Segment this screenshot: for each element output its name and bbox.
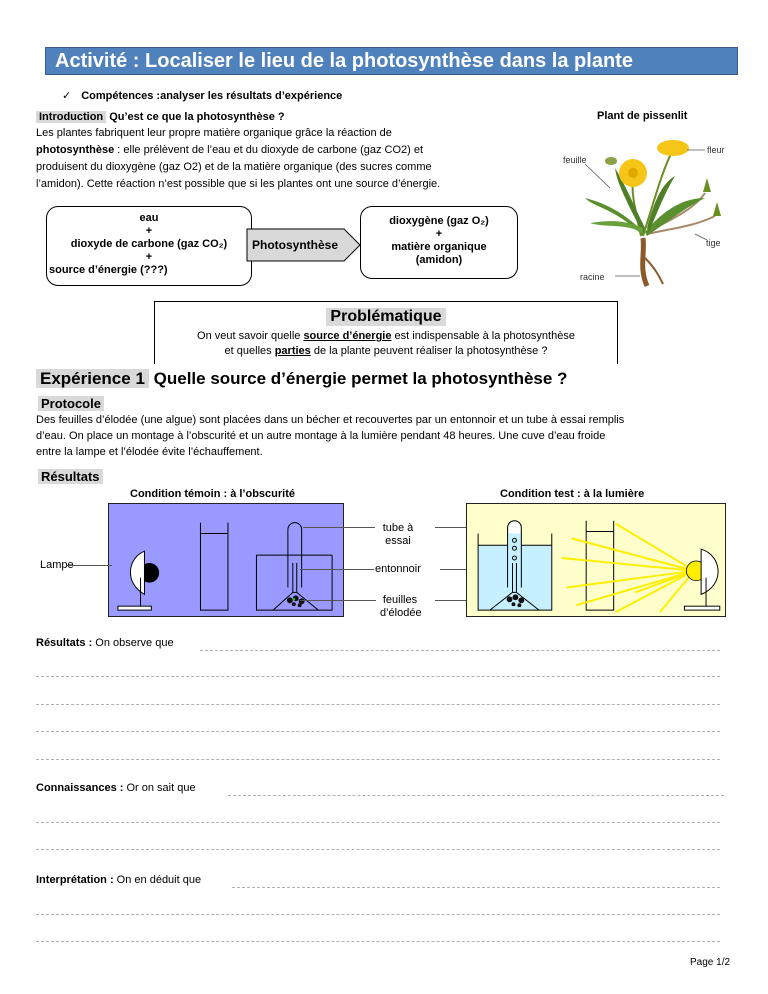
input-co2: dioxyde de carbone (gaz CO₂) xyxy=(70,238,228,250)
condition-light-title: Condition test : à la lumière xyxy=(500,488,645,500)
checkmark-icon: ✓ xyxy=(62,90,72,102)
intro-line: produisent du dioxygène (gaz O2) et de la matière organique (des sucres comme xyxy=(36,161,432,173)
leader-line xyxy=(303,527,375,528)
resultats-label: Résultats : xyxy=(36,637,93,649)
label-racine: racine xyxy=(580,272,605,282)
label-tige: tige xyxy=(706,238,721,248)
photosynthese-bold: photosynthèse xyxy=(36,144,115,156)
source-energie-emphasis: source d’énergie xyxy=(303,330,392,342)
introduction-heading xyxy=(36,111,285,123)
competences xyxy=(62,89,342,102)
page-title: Activité : Localiser le lieu de la photosynthèse dans la plante xyxy=(45,47,738,75)
problematique-title: Problématique xyxy=(326,308,445,326)
output-amidon: (amidon) xyxy=(415,254,463,266)
answer-line[interactable] xyxy=(36,759,720,760)
experience1-chip: Expérience 1 xyxy=(36,369,149,388)
plant-title: Plant de pissenlit xyxy=(597,110,688,122)
prob-text-part: On veut savoir quelle xyxy=(197,330,304,342)
answer-line[interactable] xyxy=(36,704,720,705)
problematique-box xyxy=(154,301,618,364)
connaissances-prompt: Or on sait que xyxy=(123,782,196,794)
plus-sign: + xyxy=(145,225,153,237)
input-energy: source d’énergie (???) xyxy=(49,264,168,276)
answer-line[interactable] xyxy=(232,887,720,888)
answer-line[interactable] xyxy=(200,650,720,651)
intro-line xyxy=(36,142,536,159)
prob-text-part: de la plante peuvent réaliser la photosynthèse ? xyxy=(310,345,548,357)
interpretation-answer-prompt xyxy=(36,874,201,886)
introduction-chip: Introduction xyxy=(36,111,106,123)
resultats-heading xyxy=(38,469,103,484)
prob-text-part: et quelles xyxy=(224,345,275,357)
problematique-text xyxy=(155,329,617,359)
equation-inputs-box xyxy=(46,206,252,286)
resultats-prompt: On observe que xyxy=(92,637,174,649)
protocole-chip: Protocole xyxy=(38,396,104,411)
page-number: Page 1/2 xyxy=(690,957,731,968)
plus-sign: + xyxy=(435,228,443,240)
answer-line[interactable] xyxy=(36,914,720,915)
input-eau: eau xyxy=(139,212,159,224)
intro-line: l’amidon). Cette réaction n’est possible que si les plantes ont une source d’énergie. xyxy=(36,178,441,190)
answer-line[interactable] xyxy=(36,731,720,732)
leader-line xyxy=(66,565,112,566)
protocole-line: entre la lampe et l’élodée évite l’échauffement. xyxy=(36,446,263,458)
parties-emphasis: parties xyxy=(274,345,311,357)
connaissances-answer-prompt xyxy=(36,782,196,794)
protocole-heading xyxy=(38,396,104,411)
resultats-answer-prompt xyxy=(36,637,174,649)
resultats-chip: Résultats xyxy=(38,469,103,484)
answer-line[interactable] xyxy=(228,795,724,796)
plus-sign: + xyxy=(145,251,153,263)
answer-line[interactable] xyxy=(36,676,720,677)
label-feuille: feuille xyxy=(563,155,587,165)
condition-dark-title: Condition témoin : à l’obscurité xyxy=(130,488,295,500)
leader-line xyxy=(300,569,374,570)
protocole-line: Des feuilles d’élodée (une algue) sont placées dans un bécher et recouvertes par un entonnoir et un tube à essai remplis xyxy=(36,414,625,426)
interpretation-label: Interprétation : xyxy=(36,874,114,886)
label-lampe: Lampe xyxy=(40,559,74,571)
photosynthese-arrow-label: Photosynthèse xyxy=(252,238,339,252)
light-condition-setup-diagram xyxy=(466,503,726,617)
prob-text-part: est indispensable à la photosynthèse xyxy=(391,330,575,342)
label-fleur: fleur xyxy=(707,145,725,155)
equation-outputs-box xyxy=(360,206,518,279)
output-o2: dioxygène (gaz O₂) xyxy=(389,215,489,227)
label-feuilles-elodee: feuilles d’élodée xyxy=(380,594,422,619)
introduction-text xyxy=(36,125,536,193)
label-tube-essai: tube à essai xyxy=(382,522,414,547)
experience1-heading xyxy=(36,369,567,389)
intro-line: Les plantes fabriquent leur propre matière organique grâce la réaction de xyxy=(36,127,392,139)
introduction-question: Qu’est ce que la photosynthèse ? xyxy=(109,111,285,123)
leader-line xyxy=(300,600,376,601)
intro-line-rest: : elle prélèvent de l’eau et du dioxyde de carbone (gaz CO2) et xyxy=(114,144,424,156)
answer-line[interactable] xyxy=(36,941,720,942)
competences-text: Compétences :analyser les résultats d’expérience xyxy=(81,90,343,102)
answer-line[interactable] xyxy=(36,849,720,850)
interpretation-prompt: On en déduit que xyxy=(113,874,202,886)
protocole-line: d’eau. On place un montage à l’obscurité et un autre montage à la lumière pendant 48 heures. Une cuve d’eau froide xyxy=(36,430,606,442)
output-organic: matière organique xyxy=(391,241,487,253)
protocole-text xyxy=(36,412,736,460)
experience1-question: Quelle source d’énergie permet la photosynthèse ? xyxy=(153,369,568,388)
connaissances-label: Connaissances : xyxy=(36,782,124,794)
label-entonnoir: entonnoir xyxy=(375,563,421,575)
answer-line[interactable] xyxy=(36,822,720,823)
